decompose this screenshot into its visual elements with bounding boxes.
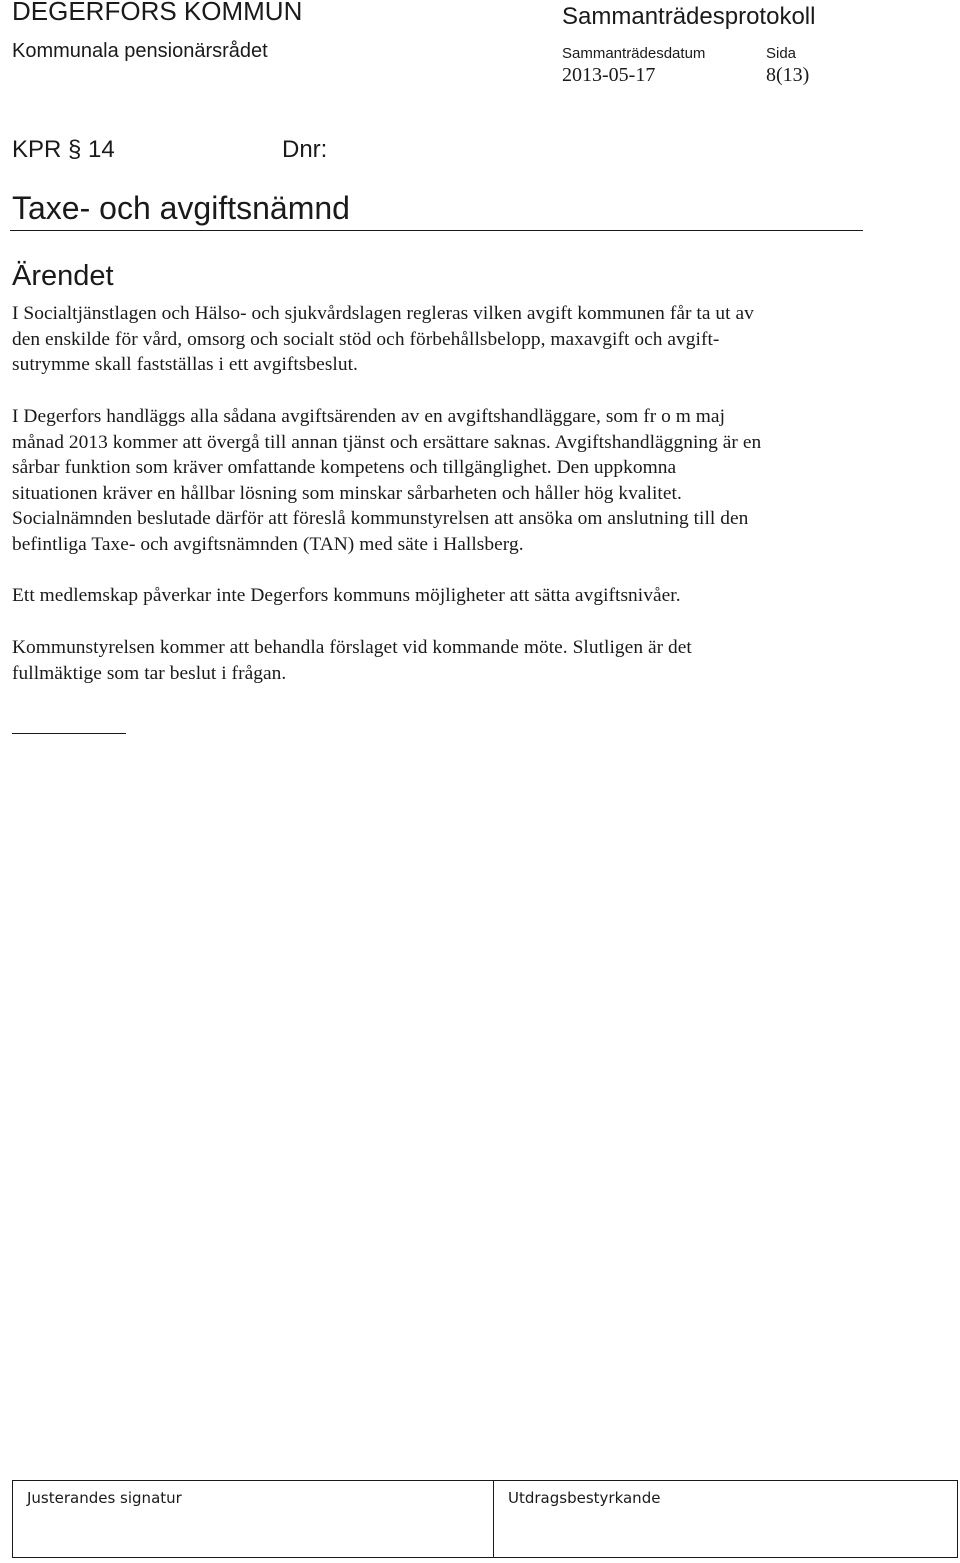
signature-label: Justerandes signatur [27, 1489, 182, 1507]
paragraph-line: Socialnämnden beslutade därför att föreslå kommunstyrelsen att ansöka om anslutning till den [12, 508, 749, 529]
paragraph-line: den enskilde för vård, omsorg och socialt stöd och förbehållsbelopp, maxavgift och avgift- [12, 328, 720, 350]
section-title: Taxe- och avgiftsnämnd [12, 190, 350, 226]
subheading: Ärendet [12, 260, 114, 292]
paragraph-line: situationen kräver en hållbar lösning som minskar sårbarheten och håller hög kvalitet. [12, 482, 682, 504]
paragraph-4 [12, 635, 862, 686]
organization-name: DEGERFORS KOMMUN [12, 0, 303, 26]
paragraph-line: sutrymme skall fastställas i ett avgiftsbeslut. [12, 354, 358, 375]
paragraph-line: befintliga Taxe- och avgiftsnämnden (TAN) med säte i Hallsberg. [12, 533, 524, 555]
paragraph-1 [12, 301, 862, 378]
section-number: KPR § 14 [12, 136, 115, 163]
table-divider [493, 1481, 494, 1557]
page-label: Sida [766, 45, 797, 62]
paragraph-2 [12, 404, 862, 557]
meeting-date: 2013-05-17 [562, 64, 656, 86]
page-number: 8(13) [766, 64, 810, 86]
footnote-separator [12, 733, 126, 734]
paragraph-line: Kommunstyrelsen kommer att behandla förslaget vid kommande möte. Slutligen är det [12, 637, 692, 658]
paragraph-line: Ett medlemskap påverkar inte Degerfors kommuns möjligheter att sätta avgiftsnivåer. [12, 585, 681, 606]
certification-label: Utdragsbestyrkande [508, 1489, 661, 1507]
dnr-label: Dnr: [282, 136, 328, 163]
paragraph-3 [12, 583, 862, 609]
paragraph-line: I Degerfors handläggs alla sådana avgiftsärenden av en avgiftshandläggare, som fr o m maj [12, 406, 726, 427]
meeting-date-label: Sammanträdesdatum [562, 45, 706, 62]
committee-name: Kommunala pensionärsrådet [12, 40, 268, 62]
title-underline [10, 230, 863, 231]
paragraph-line: I Socialtjänstlagen och Hälso- och sjukvårdslagen regleras vilken avgift kommunen får ta ut av [12, 303, 754, 324]
document-type: Sammanträdesprotokoll [562, 3, 816, 30]
paragraph-line: fullmäktige som tar beslut i frågan. [12, 662, 287, 684]
paragraph-line: sårbar funktion som kräver omfattande kompetens och tillgänglighet. Den uppkomna [12, 457, 677, 478]
signature-table [12, 1480, 958, 1558]
paragraph-line: månad 2013 kommer att övergå till annan tjänst och ersättare saknas. Avgiftshandläggning är en [12, 431, 762, 453]
